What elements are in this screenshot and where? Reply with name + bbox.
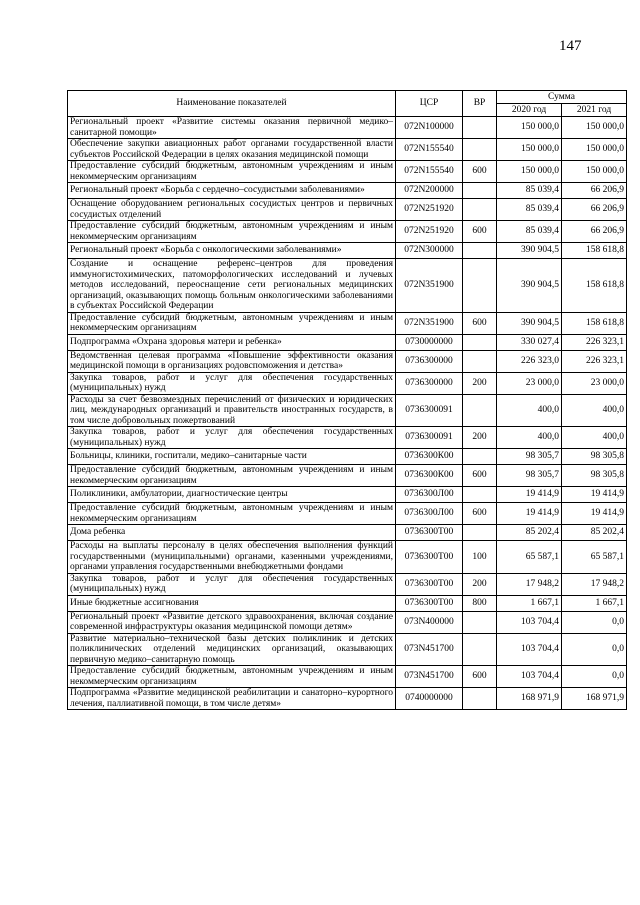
cell-2020: 400,0 bbox=[497, 427, 562, 449]
cell-2020: 85 202,4 bbox=[497, 525, 562, 541]
cell-vr: 600 bbox=[463, 312, 497, 334]
cell-2020: 390 904,5 bbox=[497, 312, 562, 334]
cell-2021: 158 618,8 bbox=[562, 243, 627, 259]
cell-name: Обеспечение закупки авиационных работ органами государственной власти субъектов Российской Федерации в целях оказания медицинской помощи bbox=[68, 139, 396, 161]
cell-vr bbox=[463, 199, 497, 221]
cell-2021: 19 414,9 bbox=[562, 503, 627, 525]
cell-2021: 150 000,0 bbox=[562, 139, 627, 161]
cell-vr: 600 bbox=[463, 221, 497, 243]
cell-vr: 600 bbox=[463, 666, 497, 688]
cell-csr: 072N351900 bbox=[396, 259, 463, 313]
cell-csr: 0736300000 bbox=[396, 372, 463, 394]
budget-table bbox=[67, 90, 627, 710]
table-row bbox=[68, 541, 627, 574]
cell-2020: 150 000,0 bbox=[497, 139, 562, 161]
cell-2021: 66 206,9 bbox=[562, 199, 627, 221]
cell-csr: 0736300Л00 bbox=[396, 487, 463, 503]
cell-csr: 0736300К00 bbox=[396, 465, 463, 487]
cell-csr: 072N155540 bbox=[396, 139, 463, 161]
table-row bbox=[68, 221, 627, 243]
cell-name: Подпрограмма «Развитие медицинской реабилитации и санаторно–курортного лечения, паллиативной помощи, в том числе детям» bbox=[68, 688, 396, 710]
cell-vr: 200 bbox=[463, 372, 497, 394]
cell-2021: 0,0 bbox=[562, 611, 627, 633]
cell-2021: 65 587,1 bbox=[562, 541, 627, 574]
cell-name: Предоставление субсидий бюджетным, автономным учреждениям и иным некоммерческим организациям bbox=[68, 161, 396, 183]
cell-name: Расходы на выплаты персоналу в целях обеспечения выполнения функций государственными (муниципальными) органами, казенными учреждениями, органами управления государственными внебюджетными фондами bbox=[68, 541, 396, 574]
table-row bbox=[68, 350, 627, 372]
header-csr: ЦСР bbox=[396, 91, 463, 117]
cell-2020: 98 305,7 bbox=[497, 449, 562, 465]
cell-csr: 072N251920 bbox=[396, 221, 463, 243]
cell-name: Региональный проект «Развитие детского здравоохранения, включая создание современной инфраструктуры оказания медицинской помощи детям» bbox=[68, 611, 396, 633]
cell-2021: 158 618,8 bbox=[562, 259, 627, 313]
cell-2020: 390 904,5 bbox=[497, 243, 562, 259]
cell-name: Иные бюджетные ассигнования bbox=[68, 595, 396, 611]
cell-vr bbox=[463, 394, 497, 427]
cell-csr: 072N351900 bbox=[396, 312, 463, 334]
table-row bbox=[68, 465, 627, 487]
cell-vr bbox=[463, 139, 497, 161]
table-row bbox=[68, 611, 627, 633]
cell-csr: 072N155540 bbox=[396, 161, 463, 183]
table-body bbox=[68, 117, 627, 710]
cell-2020: 1 667,1 bbox=[497, 595, 562, 611]
cell-vr: 800 bbox=[463, 595, 497, 611]
table-row bbox=[68, 334, 627, 350]
cell-vr: 600 bbox=[463, 161, 497, 183]
cell-name: Дома ребенка bbox=[68, 525, 396, 541]
cell-2021: 150 000,0 bbox=[562, 117, 627, 139]
cell-csr: 0736300000 bbox=[396, 350, 463, 372]
cell-name: Предоставление субсидий бюджетным, автономным учреждениям и иным некоммерческим организациям bbox=[68, 666, 396, 688]
table-row bbox=[68, 139, 627, 161]
cell-csr: 0740000000 bbox=[396, 688, 463, 710]
header-name: Наименование показателей bbox=[68, 91, 396, 117]
table-row bbox=[68, 243, 627, 259]
cell-2021: 226 323,1 bbox=[562, 334, 627, 350]
table-row bbox=[68, 503, 627, 525]
table-row bbox=[68, 688, 627, 710]
cell-name: Предоставление субсидий бюджетным, автономным учреждениям и иным некоммерческим организациям bbox=[68, 312, 396, 334]
cell-csr: 072N200000 bbox=[396, 183, 463, 199]
header-year-2020: 2020 год bbox=[497, 104, 562, 117]
cell-2021: 400,0 bbox=[562, 427, 627, 449]
cell-csr: 0736300Л00 bbox=[396, 503, 463, 525]
cell-name: Предоставление субсидий бюджетным, автономным учреждениям и иным некоммерческим организациям bbox=[68, 465, 396, 487]
cell-2020: 17 948,2 bbox=[497, 573, 562, 595]
cell-vr bbox=[463, 183, 497, 199]
cell-name: Предоставление субсидий бюджетным, автономным учреждениям и иным некоммерческим организациям bbox=[68, 221, 396, 243]
cell-vr bbox=[463, 259, 497, 313]
cell-2021: 0,0 bbox=[562, 633, 627, 666]
cell-name: Оснащение оборудованием региональных сосудистых центров и первичных сосудистых отделений bbox=[68, 199, 396, 221]
cell-csr: 0736300Т00 bbox=[396, 541, 463, 574]
cell-vr: 200 bbox=[463, 427, 497, 449]
table-row bbox=[68, 427, 627, 449]
cell-csr: 0736300091 bbox=[396, 394, 463, 427]
cell-2020: 168 971,9 bbox=[497, 688, 562, 710]
cell-vr: 100 bbox=[463, 541, 497, 574]
cell-vr bbox=[463, 633, 497, 666]
cell-2020: 390 904,5 bbox=[497, 259, 562, 313]
header-vr: ВР bbox=[463, 91, 497, 117]
cell-vr: 200 bbox=[463, 573, 497, 595]
cell-name: Региональный проект «Развитие системы оказания первичной медико–санитарной помощи» bbox=[68, 117, 396, 139]
table-row bbox=[68, 259, 627, 313]
cell-2020: 400,0 bbox=[497, 394, 562, 427]
cell-vr: 600 bbox=[463, 503, 497, 525]
cell-2021: 98 305,8 bbox=[562, 465, 627, 487]
cell-vr bbox=[463, 525, 497, 541]
cell-csr: 072N300000 bbox=[396, 243, 463, 259]
table-row bbox=[68, 487, 627, 503]
cell-2020: 23 000,0 bbox=[497, 372, 562, 394]
cell-2021: 0,0 bbox=[562, 666, 627, 688]
cell-2020: 103 704,4 bbox=[497, 633, 562, 666]
cell-csr: 073N451700 bbox=[396, 633, 463, 666]
cell-2021: 19 414,9 bbox=[562, 487, 627, 503]
cell-2021: 226 323,1 bbox=[562, 350, 627, 372]
cell-csr: 0736300Т00 bbox=[396, 573, 463, 595]
cell-name: Закупка товаров, работ и услуг для обеспечения государственных (муниципальных) нужд bbox=[68, 427, 396, 449]
table-row bbox=[68, 595, 627, 611]
table-row bbox=[68, 633, 627, 666]
cell-csr: 0736300Т00 bbox=[396, 525, 463, 541]
table-row bbox=[68, 525, 627, 541]
cell-name: Региональный проект «Борьба с онкологическими заболеваниями» bbox=[68, 243, 396, 259]
table-row bbox=[68, 183, 627, 199]
table-row bbox=[68, 199, 627, 221]
table-row bbox=[68, 449, 627, 465]
cell-2021: 400,0 bbox=[562, 394, 627, 427]
table-row bbox=[68, 573, 627, 595]
cell-2020: 65 587,1 bbox=[497, 541, 562, 574]
cell-2021: 85 202,4 bbox=[562, 525, 627, 541]
cell-2021: 150 000,0 bbox=[562, 161, 627, 183]
table-row bbox=[68, 372, 627, 394]
table-row bbox=[68, 312, 627, 334]
page-number: 147 bbox=[559, 38, 582, 54]
cell-name: Создание и оснащение референс–центров для проведения иммуногистохимических, патоморфологических исследований и лучевых методов исследований, переоснащение сети региональных медицинских организаций, оказывающих помощь больным онкологическими заболеваниями в субъектах Российской Федерации bbox=[68, 259, 396, 313]
cell-2021: 168 971,9 bbox=[562, 688, 627, 710]
cell-2020: 85 039,4 bbox=[497, 199, 562, 221]
cell-name: Закупка товаров, работ и услуг для обеспечения государственных (муниципальных) нужд bbox=[68, 372, 396, 394]
cell-vr bbox=[463, 117, 497, 139]
table-row bbox=[68, 117, 627, 139]
cell-2020: 98 305,7 bbox=[497, 465, 562, 487]
cell-2020: 103 704,4 bbox=[497, 666, 562, 688]
cell-vr bbox=[463, 350, 497, 372]
cell-2021: 17 948,2 bbox=[562, 573, 627, 595]
cell-name: Региональный проект «Борьба с сердечно–сосудистыми заболеваниями» bbox=[68, 183, 396, 199]
cell-vr bbox=[463, 688, 497, 710]
cell-csr: 0736300Т00 bbox=[396, 595, 463, 611]
cell-2020: 85 039,4 bbox=[497, 221, 562, 243]
cell-name: Подпрограмма «Охрана здоровья матери и ребенка» bbox=[68, 334, 396, 350]
cell-2020: 226 323,0 bbox=[497, 350, 562, 372]
cell-vr bbox=[463, 611, 497, 633]
cell-2020: 150 000,0 bbox=[497, 161, 562, 183]
cell-csr: 073N451700 bbox=[396, 666, 463, 688]
cell-2021: 66 206,9 bbox=[562, 183, 627, 199]
cell-2021: 23 000,0 bbox=[562, 372, 627, 394]
cell-vr bbox=[463, 243, 497, 259]
cell-csr: 0736300091 bbox=[396, 427, 463, 449]
cell-vr bbox=[463, 487, 497, 503]
cell-2020: 85 039,4 bbox=[497, 183, 562, 199]
header-sum: Сумма bbox=[497, 91, 627, 104]
cell-2020: 103 704,4 bbox=[497, 611, 562, 633]
cell-csr: 0736300К00 bbox=[396, 449, 463, 465]
table-row bbox=[68, 666, 627, 688]
cell-name: Расходы за счет безвозмездных перечислений от физических и юридических лиц, международных организаций и правительств иностранных государств, в том числе добровольных пожертвований bbox=[68, 394, 396, 427]
cell-2020: 19 414,9 bbox=[497, 503, 562, 525]
cell-vr bbox=[463, 449, 497, 465]
cell-2020: 19 414,9 bbox=[497, 487, 562, 503]
cell-name: Предоставление субсидий бюджетным, автономным учреждениям и иным некоммерческим организациям bbox=[68, 503, 396, 525]
cell-name: Поликлиники, амбулатории, диагностические центры bbox=[68, 487, 396, 503]
cell-2021: 1 667,1 bbox=[562, 595, 627, 611]
cell-name: Ведомственная целевая программа «Повышение эффективности оказания медицинской помощи в организациях родовспоможения и детства» bbox=[68, 350, 396, 372]
table-row bbox=[68, 394, 627, 427]
cell-csr: 0730000000 bbox=[396, 334, 463, 350]
cell-csr: 073N400000 bbox=[396, 611, 463, 633]
cell-csr: 072N100000 bbox=[396, 117, 463, 139]
cell-2020: 330 027,4 bbox=[497, 334, 562, 350]
table-row bbox=[68, 161, 627, 183]
cell-vr bbox=[463, 334, 497, 350]
cell-csr: 072N251920 bbox=[396, 199, 463, 221]
cell-name: Развитие материально–технической базы детских поликлиник и детских поликлинических отделений медицинских организаций, оказывающих первичную медико–санитарную помощь bbox=[68, 633, 396, 666]
header-year-2021: 2021 год bbox=[562, 104, 627, 117]
cell-2021: 66 206,9 bbox=[562, 221, 627, 243]
cell-2021: 158 618,8 bbox=[562, 312, 627, 334]
cell-name: Закупка товаров, работ и услуг для обеспечения государственных (муниципальных) нужд bbox=[68, 573, 396, 595]
cell-vr: 600 bbox=[463, 465, 497, 487]
cell-name: Больницы, клиники, госпитали, медико–санитарные части bbox=[68, 449, 396, 465]
cell-2020: 150 000,0 bbox=[497, 117, 562, 139]
cell-2021: 98 305,8 bbox=[562, 449, 627, 465]
